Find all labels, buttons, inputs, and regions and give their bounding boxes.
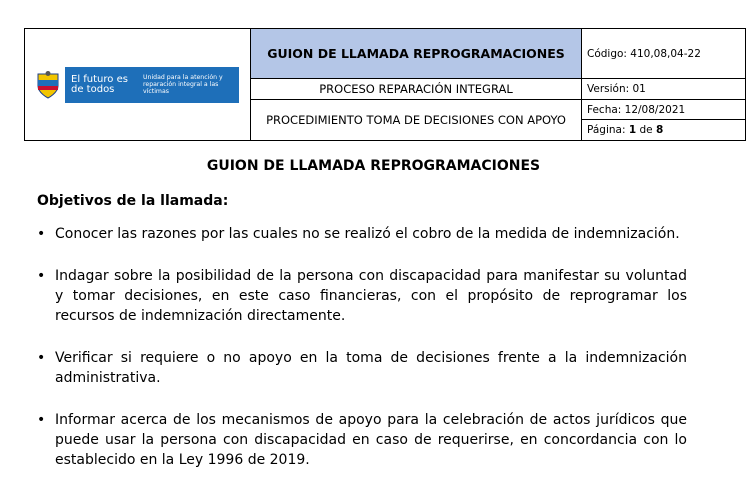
header-procedure: PROCEDIMIENTO TOMA DE DECISIONES CON APOYO	[251, 99, 582, 140]
objectives-heading: Objetivos de la llamada:	[37, 193, 229, 209]
header-version: Versión: 01	[582, 79, 746, 100]
document-title: GUION DE LLAMADA REPROGRAMACIONES	[206, 158, 541, 174]
logo-agency-name: Unidad para la atención y reparación integral a las víctimas	[143, 74, 223, 95]
pagina-current: 1	[628, 124, 637, 137]
bullet-text: Conocer las razones por las cuales no se realizó el cobro de la medida de indemnización.	[55, 226, 680, 242]
bullet-icon: •	[37, 350, 46, 366]
list-item	[37, 266, 687, 326]
header-title: GUION DE LLAMADA REPROGRAMACIONES	[251, 29, 582, 79]
pagina-label: Página:	[587, 124, 626, 137]
pagina-of: de	[639, 124, 653, 137]
logo-tagline: El futuro es de todos	[71, 73, 128, 95]
bullet-icon: •	[37, 268, 46, 284]
logo-cell	[25, 29, 251, 141]
list-item	[37, 224, 687, 244]
pagina-total: 8	[655, 124, 664, 137]
bullet-icon: •	[37, 412, 46, 428]
header-fecha: Fecha: 12/08/2021	[582, 99, 746, 120]
header-codigo: Código: 410,08,04-22	[582, 29, 746, 79]
bullet-icon: •	[37, 226, 46, 242]
list-item	[37, 410, 687, 470]
document-header-table	[24, 28, 746, 141]
bullet-text: Indagar sobre la posibilidad de la persona con discapacidad para manifestar su voluntad y tomar decisiones, en este caso financieras, con el propósito de reprogramar los recursos de indemnización directamente.	[55, 268, 687, 324]
bullet-text: Informar acerca de los mecanismos de apoyo para la celebración de actos jurídicos que puede usar la persona con discapacidad en caso de requerirse, en concordancia con lo establecido en la Ley 1996 de 2019.	[55, 412, 687, 468]
header-pagina	[582, 120, 746, 141]
coat-of-arms-icon	[31, 67, 65, 103]
bullet-text: Verificar si requiere o no apoyo en la toma de decisiones frente a la indemnización administrativa.	[55, 350, 687, 386]
institution-logo	[31, 67, 239, 103]
objectives-list	[37, 224, 687, 492]
list-item	[37, 348, 687, 388]
header-process: PROCESO REPARACIÓN INTEGRAL	[251, 79, 582, 100]
